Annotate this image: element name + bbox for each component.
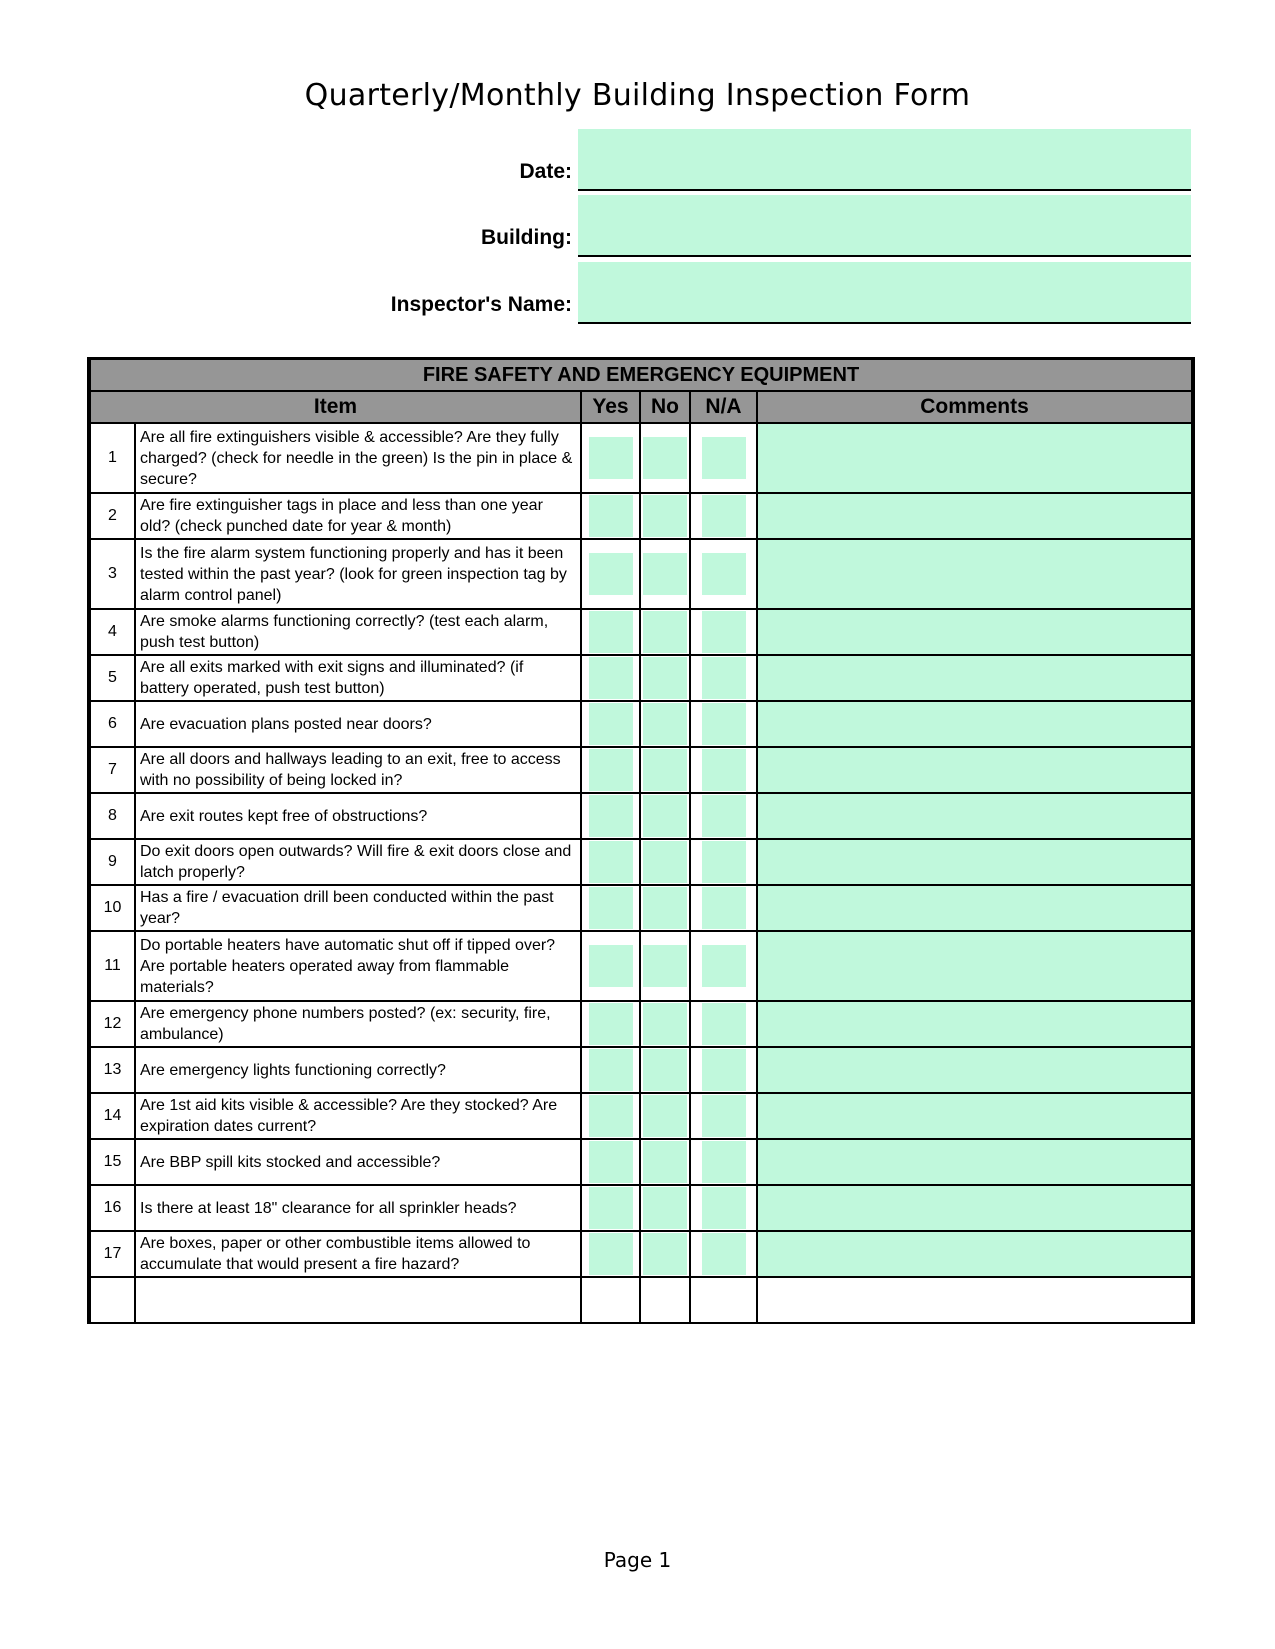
no-checkbox[interactable] [643, 1003, 687, 1045]
yes-cell [581, 701, 640, 747]
item-question: Are emergency lights functioning correctly? [135, 1047, 581, 1093]
yes-cell [581, 1047, 640, 1093]
table-row [89, 839, 1193, 885]
comments-field[interactable] [757, 423, 1193, 493]
comments-field[interactable] [757, 1231, 1193, 1277]
date-label: Date: [519, 160, 572, 183]
no-cell [640, 839, 690, 885]
yes-checkbox[interactable] [589, 887, 633, 929]
comments-field[interactable] [757, 931, 1193, 1001]
item-number: 1 [89, 423, 135, 493]
item-number: 17 [89, 1231, 135, 1277]
building-label: Building: [481, 226, 572, 249]
yes-checkbox[interactable] [589, 945, 633, 987]
yes-checkbox[interactable] [589, 1095, 633, 1137]
item-question: Are 1st aid kits visible & accessible? Are they stocked? Are expiration dates current? [135, 1093, 581, 1139]
item-question: Are fire extinguisher tags in place and less than one year old? (check punched date for year & month) [135, 493, 581, 539]
item-number: 15 [89, 1139, 135, 1185]
yes-checkbox[interactable] [589, 1141, 633, 1183]
na-cell [690, 839, 757, 885]
no-cell [640, 539, 690, 609]
no-checkbox[interactable] [643, 1233, 687, 1275]
table-row [89, 493, 1193, 539]
yes-cell [581, 655, 640, 701]
building-field[interactable] [578, 195, 1191, 257]
yes-cell [581, 539, 640, 609]
comments-field[interactable] [757, 493, 1193, 539]
no-cell [640, 423, 690, 493]
item-number: 12 [89, 1001, 135, 1047]
empty-cell [690, 1277, 757, 1323]
comments-field[interactable] [757, 1001, 1193, 1047]
yes-checkbox[interactable] [589, 437, 633, 479]
item-number: 7 [89, 747, 135, 793]
comments-field[interactable] [757, 701, 1193, 747]
comments-field[interactable] [757, 1139, 1193, 1185]
na-cell [690, 701, 757, 747]
na-checkbox[interactable] [702, 553, 746, 595]
empty-cell [135, 1277, 581, 1323]
column-headers [89, 391, 1193, 423]
inspector-name-field[interactable] [578, 262, 1191, 324]
na-checkbox[interactable] [702, 1233, 746, 1275]
item-number: 6 [89, 701, 135, 747]
item-question: Are BBP spill kits stocked and accessible? [135, 1139, 581, 1185]
no-cell [640, 655, 690, 701]
item-number: 2 [89, 493, 135, 539]
na-checkbox[interactable] [702, 1187, 746, 1229]
no-checkbox[interactable] [643, 553, 687, 595]
table-row [89, 793, 1193, 839]
table-row [89, 1231, 1193, 1277]
item-number: 16 [89, 1185, 135, 1231]
yes-checkbox[interactable] [589, 749, 633, 791]
na-cell [690, 1139, 757, 1185]
na-cell [690, 747, 757, 793]
na-checkbox[interactable] [702, 1003, 746, 1045]
yes-cell [581, 793, 640, 839]
no-cell [640, 1231, 690, 1277]
yes-checkbox[interactable] [589, 1049, 633, 1091]
item-question: Is the fire alarm system functioning properly and has it been tested within the past year? (look for green inspection tag by alarm control panel) [135, 539, 581, 609]
item-question: Do portable heaters have automatic shut off if tipped over? Are portable heaters operated away from flammable materials? [135, 931, 581, 1001]
item-question: Are all exits marked with exit signs and illuminated? (if battery operated, push test button) [135, 655, 581, 701]
table-row [89, 747, 1193, 793]
na-checkbox[interactable] [702, 1049, 746, 1091]
item-question: Do exit doors open outwards? Will fire & exit doors close and latch properly? [135, 839, 581, 885]
item-question: Are exit routes kept free of obstructions? [135, 793, 581, 839]
no-checkbox[interactable] [643, 611, 687, 653]
yes-checkbox[interactable] [589, 553, 633, 595]
na-cell [690, 539, 757, 609]
yes-cell [581, 1001, 640, 1047]
no-checkbox[interactable] [643, 1049, 687, 1091]
na-cell [690, 655, 757, 701]
item-question: Are evacuation plans posted near doors? [135, 701, 581, 747]
comments-field[interactable] [757, 793, 1193, 839]
no-cell [640, 1001, 690, 1047]
yes-checkbox[interactable] [589, 841, 633, 883]
table-row [89, 1185, 1193, 1231]
na-checkbox[interactable] [702, 841, 746, 883]
comments-field[interactable] [757, 609, 1193, 655]
no-cell [640, 793, 690, 839]
table-row [89, 1047, 1193, 1093]
yes-cell [581, 493, 640, 539]
comments-field[interactable] [757, 655, 1193, 701]
comments-field[interactable] [757, 1047, 1193, 1093]
yes-cell [581, 839, 640, 885]
na-checkbox[interactable] [702, 437, 746, 479]
comments-field[interactable] [757, 1093, 1193, 1139]
na-cell [690, 931, 757, 1001]
comments-field[interactable] [757, 885, 1193, 931]
na-cell [690, 423, 757, 493]
yes-checkbox[interactable] [589, 703, 633, 745]
na-cell [690, 1047, 757, 1093]
na-checkbox[interactable] [702, 749, 746, 791]
yes-cell [581, 885, 640, 931]
yes-cell [581, 931, 640, 1001]
na-checkbox[interactable] [702, 657, 746, 699]
yes-cell [581, 1231, 640, 1277]
form-title: Quarterly/Monthly Building Inspection Form [304, 78, 971, 113]
na-cell [690, 1185, 757, 1231]
no-checkbox[interactable] [643, 657, 687, 699]
table-row [89, 423, 1193, 493]
no-cell [640, 609, 690, 655]
yes-checkbox[interactable] [589, 1003, 633, 1045]
inspection-table [87, 357, 1195, 1324]
no-checkbox[interactable] [643, 887, 687, 929]
item-number: 3 [89, 539, 135, 609]
empty-cell [757, 1277, 1193, 1323]
yes-cell [581, 747, 640, 793]
na-cell [690, 1093, 757, 1139]
item-question: Are all fire extinguishers visible & accessible? Are they fully charged? (check for needle in the green) Is the pin in place & secure? [135, 423, 581, 493]
na-checkbox[interactable] [702, 795, 746, 837]
no-cell [640, 493, 690, 539]
yes-checkbox[interactable] [589, 495, 633, 537]
no-checkbox[interactable] [643, 795, 687, 837]
empty-cell [640, 1277, 690, 1323]
na-checkbox[interactable] [702, 945, 746, 987]
yes-cell [581, 1093, 640, 1139]
yes-checkbox[interactable] [589, 657, 633, 699]
yes-cell [581, 609, 640, 655]
no-checkbox[interactable] [643, 1141, 687, 1183]
no-checkbox[interactable] [643, 437, 687, 479]
no-checkbox[interactable] [643, 749, 687, 791]
no-cell [640, 1185, 690, 1231]
table-row [89, 539, 1193, 609]
no-checkbox[interactable] [643, 945, 687, 987]
no-cell [640, 885, 690, 931]
item-question: Are smoke alarms functioning correctly? (test each alarm, push test button) [135, 609, 581, 655]
item-question: Is there at least 18" clearance for all sprinkler heads? [135, 1185, 581, 1231]
item-number: 8 [89, 793, 135, 839]
yes-cell [581, 423, 640, 493]
no-checkbox[interactable] [643, 841, 687, 883]
item-column-header: Item [89, 391, 581, 423]
date-field[interactable] [578, 129, 1191, 191]
table-row [89, 931, 1193, 1001]
item-question: Are all doors and hallways leading to an exit, free to access with no possibility of being locked in? [135, 747, 581, 793]
na-cell [690, 1001, 757, 1047]
no-cell [640, 1047, 690, 1093]
comments-field[interactable] [757, 539, 1193, 609]
item-number: 11 [89, 931, 135, 1001]
page-number: Page 1 [603, 1548, 672, 1572]
no-checkbox[interactable] [643, 1187, 687, 1229]
table-row [89, 1001, 1193, 1047]
na-cell [690, 1231, 757, 1277]
item-number: 4 [89, 609, 135, 655]
table-row [89, 701, 1193, 747]
no-cell [640, 1139, 690, 1185]
yes-checkbox[interactable] [589, 1187, 633, 1229]
table-row [89, 609, 1193, 655]
no-cell [640, 1093, 690, 1139]
empty-row [89, 1277, 1193, 1323]
na-cell [690, 609, 757, 655]
inspector-name-label: Inspector's Name: [390, 293, 572, 316]
item-question: Are boxes, paper or other combustible items allowed to accumulate that would present a fire hazard? [135, 1231, 581, 1277]
empty-cell [581, 1277, 640, 1323]
table-row [89, 885, 1193, 931]
table-row [89, 1093, 1193, 1139]
comments-field[interactable] [757, 747, 1193, 793]
item-number: 10 [89, 885, 135, 931]
no-cell [640, 747, 690, 793]
item-question: Has a fire / evacuation drill been conducted within the past year? [135, 885, 581, 931]
na-checkbox[interactable] [702, 495, 746, 537]
item-question: Are emergency phone numbers posted? (ex: security, fire, ambulance) [135, 1001, 581, 1047]
na-checkbox[interactable] [702, 703, 746, 745]
no-checkbox[interactable] [643, 495, 687, 537]
table-row [89, 655, 1193, 701]
no-cell [640, 701, 690, 747]
comments-field[interactable] [757, 839, 1193, 885]
section-heading: FIRE SAFETY AND EMERGENCY EQUIPMENT [89, 359, 1193, 392]
na-checkbox[interactable] [702, 887, 746, 929]
yes-checkbox[interactable] [589, 1233, 633, 1275]
item-number: 14 [89, 1093, 135, 1139]
yes-cell [581, 1185, 640, 1231]
yes-column-header: Yes [581, 391, 640, 423]
yes-checkbox[interactable] [589, 795, 633, 837]
comments-field[interactable] [757, 1185, 1193, 1231]
item-number: 13 [89, 1047, 135, 1093]
na-cell [690, 793, 757, 839]
no-column-header: No [640, 391, 690, 423]
table-row [89, 1139, 1193, 1185]
no-checkbox[interactable] [643, 703, 687, 745]
no-cell [640, 931, 690, 1001]
na-column-header: N/A [690, 391, 757, 423]
na-checkbox[interactable] [702, 1095, 746, 1137]
item-number: 9 [89, 839, 135, 885]
yes-cell [581, 1139, 640, 1185]
no-checkbox[interactable] [643, 1095, 687, 1137]
na-checkbox[interactable] [702, 1141, 746, 1183]
empty-cell [89, 1277, 135, 1323]
comments-column-header: Comments [757, 391, 1193, 423]
na-cell [690, 885, 757, 931]
item-number: 5 [89, 655, 135, 701]
na-checkbox[interactable] [702, 611, 746, 653]
na-cell [690, 493, 757, 539]
yes-checkbox[interactable] [589, 611, 633, 653]
